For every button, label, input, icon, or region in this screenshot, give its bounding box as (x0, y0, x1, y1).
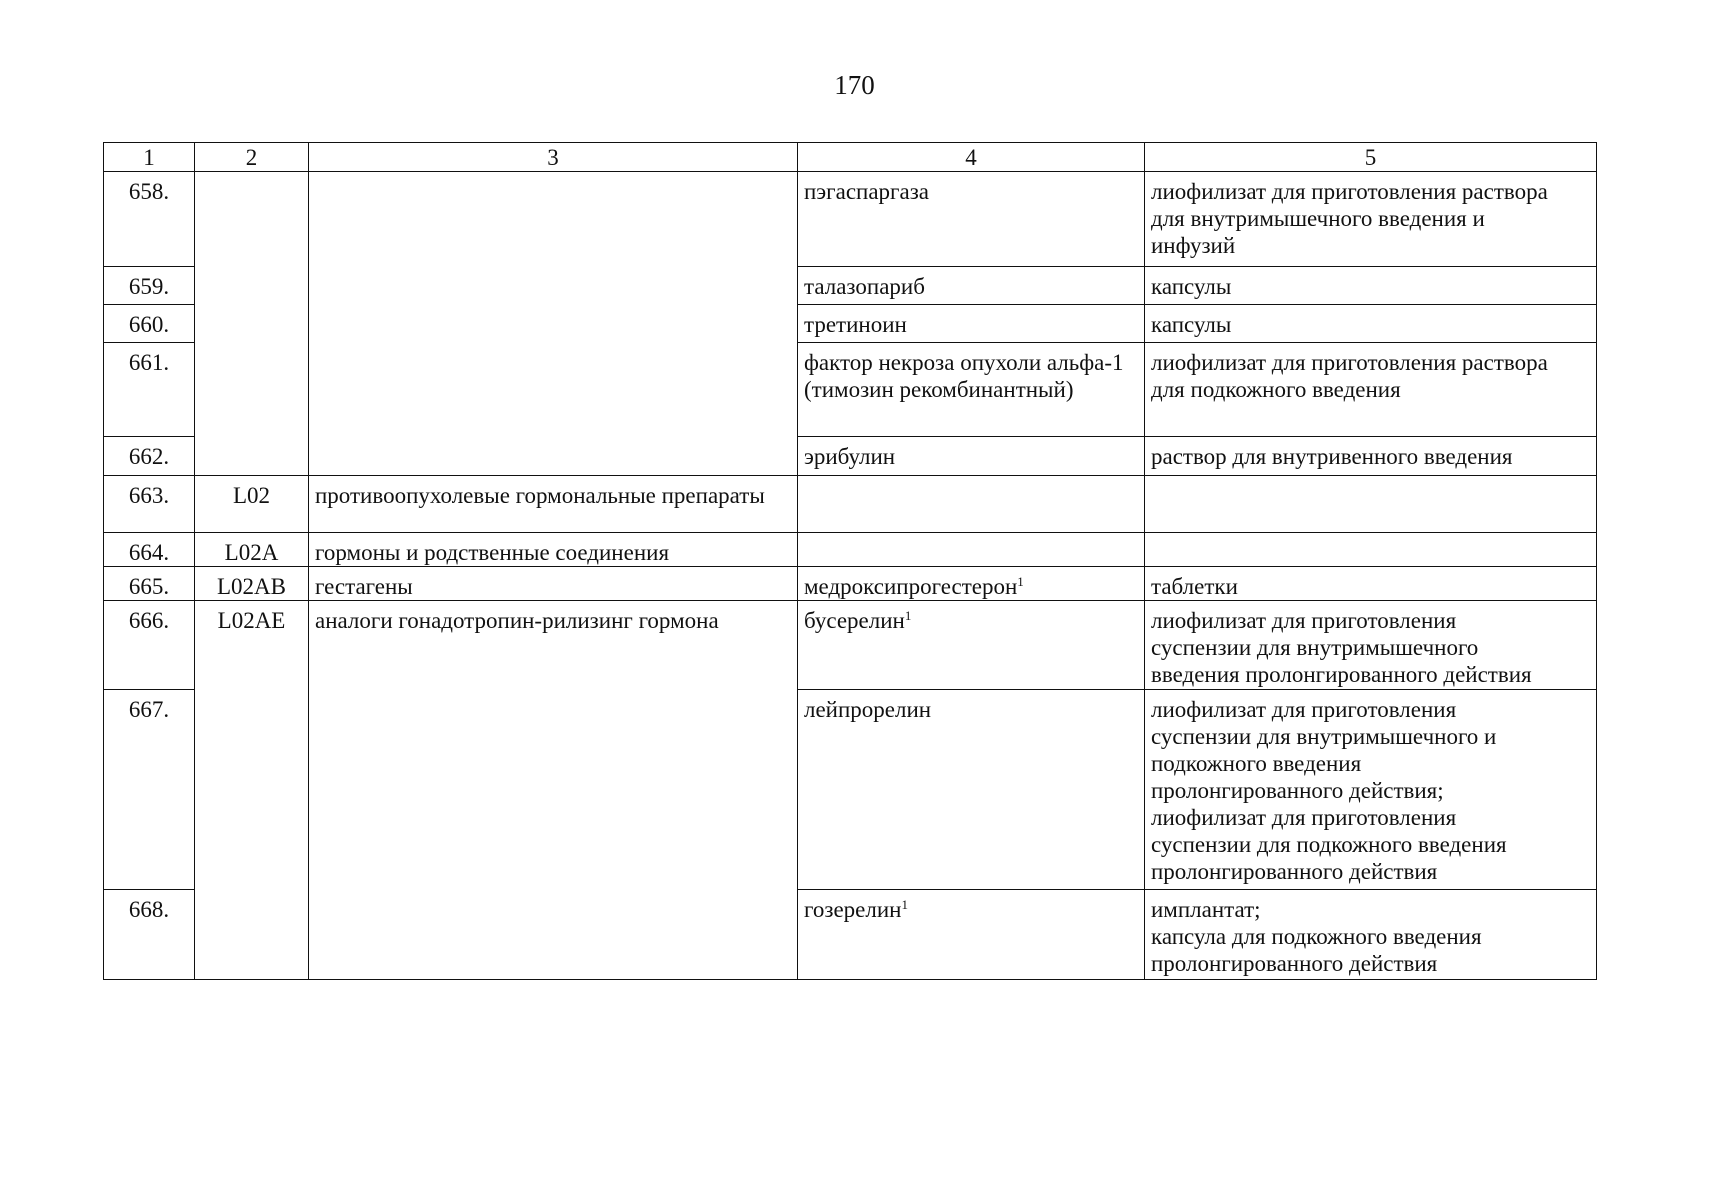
dosage-form-line: капсулы (1151, 312, 1232, 337)
dosage-form-line: лиофилизат для приготовления раствора (1151, 350, 1548, 375)
header-col-2: 2 (195, 143, 309, 172)
footnote-marker: 1 (904, 608, 912, 623)
dosage-form-line: пролонгированного действия; (1151, 778, 1444, 803)
drug-name: лейпрорелин (798, 690, 1145, 890)
row-number: 662. (104, 437, 195, 476)
row-number: 668. (104, 890, 195, 980)
row-number: 659. (104, 267, 195, 305)
drug-name: эрибулин (798, 437, 1145, 476)
header-col-3: 3 (309, 143, 798, 172)
dosage-form-line: лиофилизат для приготовления (1151, 608, 1457, 633)
row-number: 665. (104, 567, 195, 601)
row-number: 661. (104, 343, 195, 437)
table-row (104, 172, 1597, 267)
drug-name (798, 476, 1145, 533)
row-number: 667. (104, 690, 195, 890)
row-number: 663. (104, 476, 195, 533)
dosage-form (1145, 567, 1597, 601)
dosage-form-line: таблетки (1151, 574, 1238, 599)
dosage-form-line: подкожного введения (1151, 751, 1362, 776)
atc-code: L02A (195, 533, 309, 567)
dosage-form (1145, 533, 1597, 567)
table-row (104, 567, 1597, 601)
drug-name (798, 533, 1145, 567)
dosage-form (1145, 172, 1597, 267)
footnote-marker: 1 (1017, 574, 1024, 589)
header-row (104, 143, 1597, 172)
dosage-form-line: раствор для внутривенного введения (1151, 444, 1513, 469)
page-number: 170 (834, 70, 875, 100)
header-col-4: 4 (798, 143, 1145, 172)
atc-code: L02AB (195, 567, 309, 601)
drug-name: бусерелин (804, 608, 905, 633)
table-row (104, 601, 1597, 690)
row-number: 664. (104, 533, 195, 567)
header-col-1: 1 (104, 143, 195, 172)
dosage-form-line: суспензии для внутримышечного (1151, 635, 1479, 660)
group-name: гестагены (309, 567, 798, 601)
dosage-form-line: введения пролонгированного действия (1151, 662, 1532, 687)
group-name: аналоги гонадотропин-рилизинг гормона (309, 601, 798, 980)
drug-name: гозерелин (804, 897, 902, 922)
group-name: гормоны и родственные соединения (309, 533, 798, 567)
atc-code: L02AE (195, 601, 309, 980)
atc-code: L02 (195, 476, 309, 533)
row-number: 660. (104, 305, 195, 343)
dosage-form-line: имплантат; (1151, 897, 1261, 922)
dosage-form-line: суспензии для внутримышечного и (1151, 724, 1497, 749)
group-name: противоопухолевые гормональные препараты (309, 476, 798, 533)
group-name-cell (309, 172, 798, 476)
dosage-form-line: капсула для подкожного введения (1151, 924, 1482, 949)
drug-name: третиноин (798, 305, 1145, 343)
dosage-form (1145, 890, 1597, 980)
dosage-form (1145, 305, 1597, 343)
dosage-form-line: капсулы (1151, 274, 1232, 299)
drug-name: медроксипрогестерон (804, 574, 1018, 599)
dosage-form (1145, 601, 1597, 690)
dosage-form-line: инфузий (1151, 233, 1236, 258)
dosage-form-line: лиофилизат для приготовления раствора (1151, 179, 1548, 204)
dosage-form (1145, 476, 1597, 533)
dosage-form (1145, 343, 1597, 437)
dosage-form-line: для подкожного введения (1151, 377, 1401, 402)
dosage-form-line: лиофилизат для приготовления (1151, 697, 1457, 722)
atc-code-cell (195, 172, 309, 476)
dosage-form-line: суспензии для подкожного введения (1151, 832, 1507, 857)
footnote-marker: 1 (901, 897, 908, 912)
drug-name-cell (798, 890, 1145, 980)
row-number: 658. (104, 172, 195, 267)
dosage-form (1145, 690, 1597, 890)
drug-name-cell (798, 567, 1145, 601)
dosage-form-line: пролонгированного действия (1151, 859, 1438, 884)
header-col-5: 5 (1145, 143, 1597, 172)
drug-name-cell (798, 601, 1145, 690)
row-number: 666. (104, 601, 195, 690)
dosage-form-line: лиофилизат для приготовления (1151, 805, 1457, 830)
dosage-form (1145, 437, 1597, 476)
table-row (104, 476, 1597, 533)
table-row (104, 533, 1597, 567)
drug-name: талазопариб (798, 267, 1145, 305)
dosage-form (1145, 267, 1597, 305)
drug-name: фактор некроза опухоли альфа-1 (тимозин рекомбинантный) (798, 343, 1145, 437)
drug-name: пэгаспаргаза (798, 172, 1145, 267)
dosage-form-line: пролонгированного действия (1151, 951, 1438, 976)
drug-list-table (103, 142, 1597, 980)
dosage-form-line: для внутримышечного введения и (1151, 206, 1485, 231)
